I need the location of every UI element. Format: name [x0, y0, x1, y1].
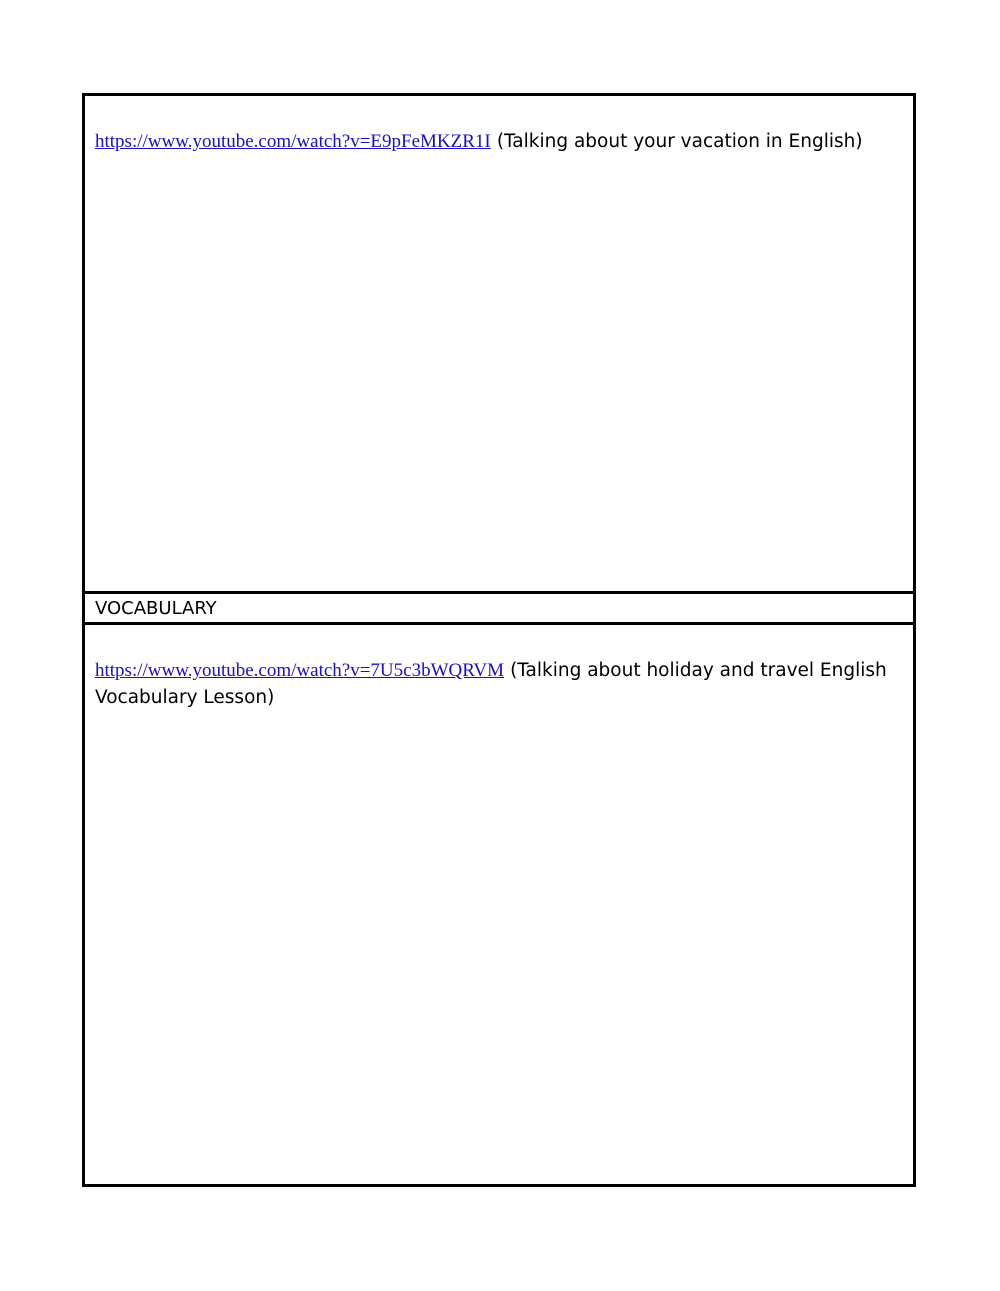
vocabulary-heading-cell: [85, 594, 913, 625]
worksheet-table: [82, 93, 916, 1187]
youtube-link-vacation[interactable]: https://www.youtube.com/watch?v=E9pFeMKZR1I: [95, 131, 491, 152]
vocabulary-heading: VOCABULARY: [95, 597, 217, 619]
youtube-link-vocabulary[interactable]: https://www.youtube.com/watch?v=7U5c3bWQRVM: [95, 660, 505, 681]
video-description-vacation: (Talking about your vacation in English): [496, 131, 863, 152]
video-entry-vacation: [95, 128, 903, 155]
video-cell-vacation: [85, 96, 913, 594]
video-entry-vocabulary: [95, 657, 903, 711]
video-description-vocabulary: (Talking about holiday and travel English Vocabulary Lesson): [95, 660, 887, 708]
video-cell-vocabulary: [85, 625, 913, 1184]
